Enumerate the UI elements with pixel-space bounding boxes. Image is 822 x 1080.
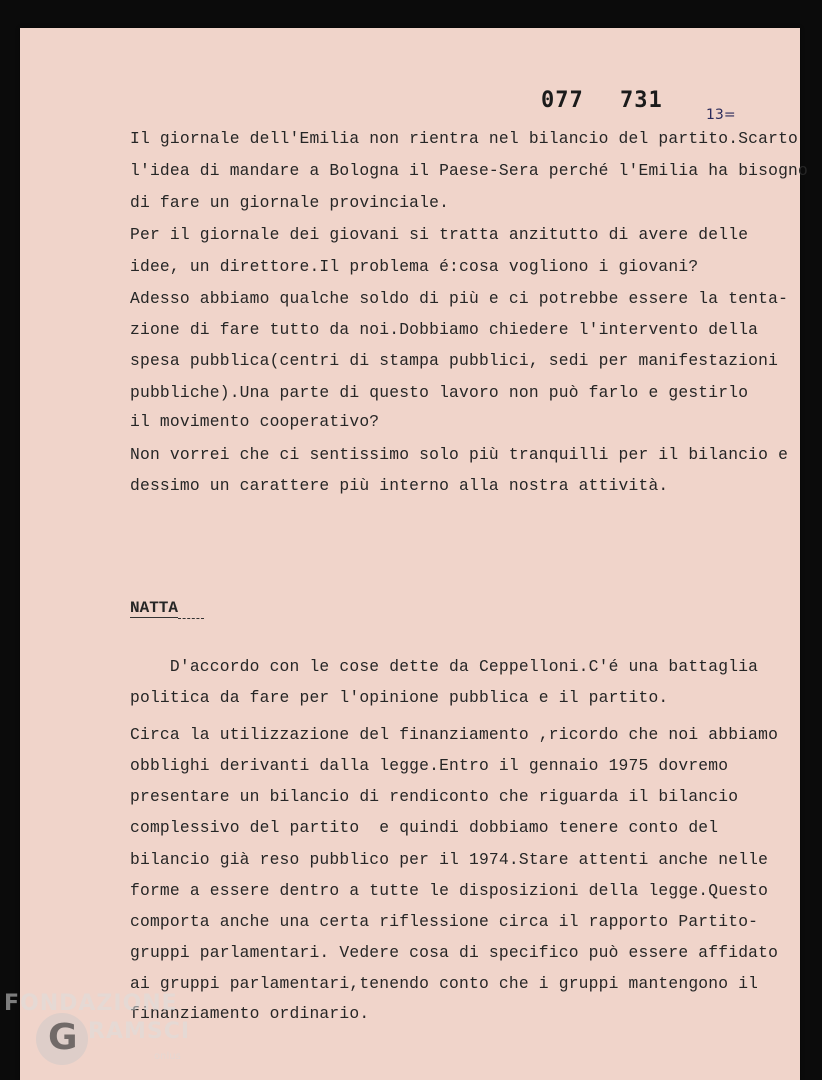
text-line: idee, un direttore.Il problema é:cosa vogliono i giovani? <box>130 257 699 276</box>
watermark-text-fondazione: FONDAZIONE <box>4 991 178 1016</box>
text-line: l'idea di mandare a Bologna il Paese-Sera perché l'Emilia ha bisogno <box>130 161 808 180</box>
text-line: il movimento cooperativo? <box>130 412 380 431</box>
typewritten-page <box>20 28 808 1080</box>
fondazione-gramsci-watermark <box>4 985 204 1080</box>
handwritten-page-mark: 13= <box>706 107 736 123</box>
text-line: Circa la utilizzazione del finanziamento ,ricordo che noi abbiamo <box>130 725 779 744</box>
speaker-heading: NATTA <box>130 599 179 617</box>
text-line: D'accordo con le cose dette da Ceppelloni.C'é una battaglia <box>130 657 759 676</box>
text-line: di fare un giornale provinciale. <box>130 193 450 212</box>
text-line: dessimo un carattere più interno alla nostra attività. <box>130 476 669 495</box>
text-line: presentare un bilancio di rendiconto che riguarda il bilancio <box>130 787 739 806</box>
text-line: Adesso abbiamo qualche soldo di più e ci potrebbe essere la tenta- <box>130 289 789 308</box>
text-line: obblighi derivanti dalla legge.Entro il gennaio 1975 dovremo <box>130 756 729 775</box>
text-line: gruppi parlamentari. Vedere cosa di specifico può essere affidato <box>130 943 779 962</box>
text-line: spesa pubblica(centri di stampa pubblici, sedi per manifestazioni <box>130 351 779 370</box>
text-line: zione di fare tutto da noi.Dobbiamo chiedere l'intervento della <box>130 320 759 339</box>
text-line: forme a essere dentro a tutte le disposizioni della legge.Questo <box>130 881 769 900</box>
archive-number-part-2: 731 <box>620 88 663 113</box>
watermark-g-letter: G <box>48 1017 78 1058</box>
watermark-text-onlus: onlus <box>154 1051 181 1062</box>
watermark-text-gramsci: RAMSCI <box>88 1019 191 1044</box>
text-line: Non vorrei che ci sentissimo solo più tranquilli per il bilancio e <box>130 445 789 464</box>
text-line: ai gruppi parlamentari,tenendo conto che i gruppi mantengono il <box>130 974 759 993</box>
text-line: comporta anche una certa riflessione circa il rapporto Partito- <box>130 912 759 931</box>
text-line: finanziamento ordinario. <box>130 1004 370 1023</box>
text-line: pubbliche).Una parte di questo lavoro non può farlo e gestirlo <box>130 383 749 402</box>
watermark-g-icon <box>36 1013 88 1065</box>
text-line: complessivo del partito e quindi dobbiamo tenere conto del <box>130 818 719 837</box>
text-line: bilancio già reso pubblico per il 1974.Stare attenti anche nelle <box>130 850 769 869</box>
text-line: politica da fare per l'opinione pubblica e il partito. <box>130 688 669 707</box>
text-line: Per il giornale dei giovani si tratta anzitutto di avere delle <box>130 225 749 244</box>
text-line: Il giornale dell'Emilia non rientra nel bilancio del partito.Scarto <box>130 129 799 148</box>
archive-number-part-1: 077 <box>541 88 584 113</box>
